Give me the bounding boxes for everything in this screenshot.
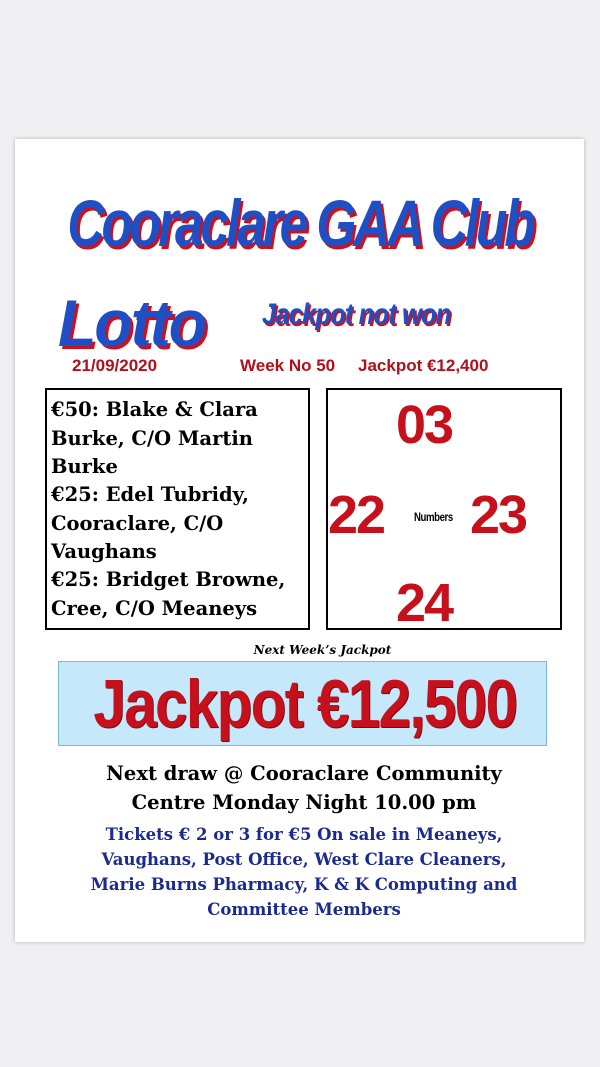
winning-number: 03 bbox=[396, 395, 453, 455]
draw-info bbox=[0, 759, 600, 817]
ticket-line: Vaughans, Post Office, West Clare Cleaners, bbox=[101, 850, 507, 869]
winner-entry: €25: Bridget Browne, Cree, C/O Meaneys bbox=[51, 568, 286, 620]
draw-date: 21/09/2020 bbox=[72, 356, 158, 375]
winning-number: 24 bbox=[396, 573, 453, 633]
club-title: Cooraclare GAA Club bbox=[67, 186, 533, 260]
jackpot-status: Jackpot not won bbox=[262, 298, 451, 331]
ticket-line: Committee Members bbox=[207, 900, 401, 919]
numbers-label: Numbers bbox=[414, 510, 453, 524]
winners-list bbox=[45, 388, 310, 630]
week-number: Week No 50 bbox=[240, 356, 336, 375]
lotto-heading: Lotto bbox=[58, 286, 206, 360]
ticket-info bbox=[0, 822, 600, 922]
draw-line: Centre Monday Night 10.00 pm bbox=[131, 791, 477, 814]
winning-numbers bbox=[326, 388, 562, 633]
ticket-line: Marie Burns Pharmacy, K & K Computing and bbox=[90, 875, 518, 894]
next-jackpot-label: Next Week’s Jackpot bbox=[253, 643, 392, 657]
winning-number: 23 bbox=[470, 485, 527, 545]
ticket-line: Tickets € 2 or 3 for €5 On sale in Meaneys, bbox=[105, 825, 503, 844]
winner-entry: €50: Blake & Clara Burke, C/O Martin Burke bbox=[51, 398, 258, 478]
current-jackpot: Jackpot €12,400 bbox=[358, 356, 489, 375]
winning-number: 22 bbox=[328, 485, 385, 545]
winner-entry: €25: Edel Tubridy, Cooraclare, C/O Vaughans bbox=[51, 483, 249, 563]
next-jackpot-amount: Jackpot €12,500 bbox=[93, 666, 517, 742]
next-jackpot-banner bbox=[58, 661, 547, 746]
draw-line: Next draw @ Cooraclare Community bbox=[106, 762, 502, 785]
